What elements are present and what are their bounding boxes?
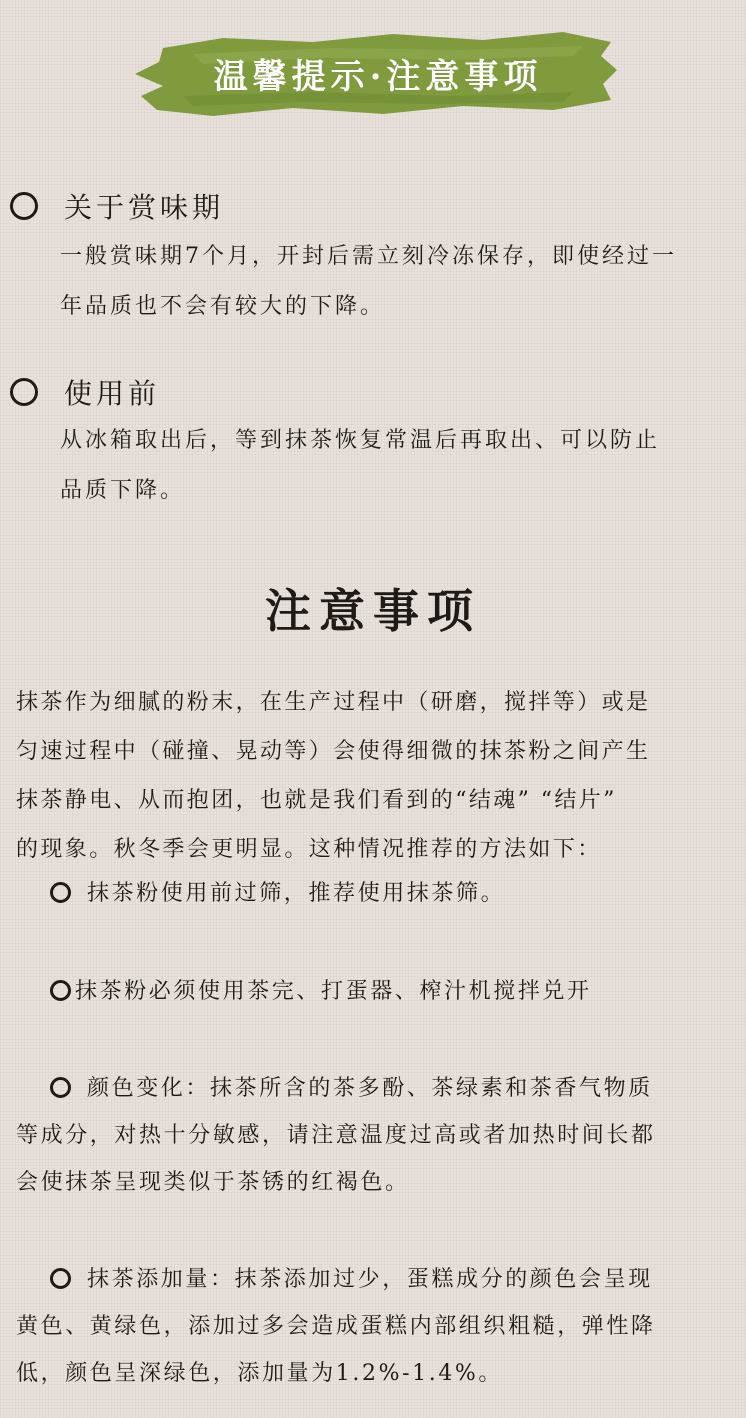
tip-line: 抹茶粉必须使用茶完、打蛋器、榨汁机搅拌兑开 — [75, 979, 592, 1004]
section-paragraph-shelf-life — [60, 232, 677, 332]
section-heading-shelf-life — [10, 186, 224, 226]
tip-line: 颜色变化：抹茶所含的茶多酚、茶绿素和茶香气物质 — [87, 1076, 653, 1101]
tip-amount — [16, 1256, 656, 1397]
tip-sieve — [50, 870, 505, 917]
notice-intro — [16, 678, 650, 874]
section-heading-text: 使用前 — [64, 377, 161, 410]
circle-bullet-icon — [10, 378, 38, 406]
paragraph-line: 一般赏味期7个月，开封后需立刻冷冻保存，即使经过一 — [60, 244, 677, 269]
section-heading-text: 关于赏味期 — [64, 191, 225, 224]
paragraph-line: 从冰箱取出后，等到抹茶恢复常温后再取出、可以防止 — [60, 428, 661, 453]
paragraph-line: 年品质也不会有较大的下降。 — [60, 294, 386, 319]
paragraph-line: 匀速过程中（碰撞、晃动等）会使得细微的抹茶粉之间产生 — [16, 739, 651, 764]
tip-line: 抹茶粉使用前过筛，推荐使用抹茶筛。 — [87, 881, 506, 906]
paragraph-line: 抹茶静电、从而抱团，也就是我们看到的“结魂” “结片” — [16, 788, 617, 813]
tip-color-change — [16, 1065, 656, 1206]
circle-bullet-icon — [50, 980, 71, 1001]
paragraph-line: 的现象。秋冬季会更明显。这种情况推荐的方法如下： — [16, 837, 602, 862]
section-paragraph-before-use — [60, 416, 660, 516]
paragraph-line: 品质下降。 — [60, 478, 186, 503]
circle-bullet-icon — [50, 1268, 71, 1289]
circle-bullet-icon — [10, 192, 38, 220]
notice-title: 注意事项 — [265, 584, 481, 638]
section-heading-before-use — [10, 372, 160, 412]
banner-title: 温馨提示·注意事项 — [213, 56, 543, 97]
tip-line: 低，颜色呈深绿色，添加量为1.2%-1.4%。 — [16, 1361, 504, 1386]
tip-line: 会使抹茶呈现类似于茶锈的红褐色。 — [16, 1170, 410, 1195]
banner — [133, 26, 623, 120]
tip-line: 抹茶添加量：抹茶添加过少，蛋糕成分的颜色会呈现 — [87, 1267, 653, 1292]
tip-line: 等成分，对热十分敏感，请注意温度过高或者加热时间长都 — [16, 1123, 656, 1148]
tip-line: 黄色、黄绿色，添加过多会造成蛋糕内部组织粗糙，弹性降 — [16, 1314, 656, 1339]
paragraph-line: 抹茶作为细腻的粉末，在生产过程中（研磨，搅拌等）或是 — [16, 690, 651, 715]
tip-mixing — [50, 968, 592, 1015]
circle-bullet-icon — [50, 1077, 71, 1098]
circle-bullet-icon — [50, 882, 71, 903]
